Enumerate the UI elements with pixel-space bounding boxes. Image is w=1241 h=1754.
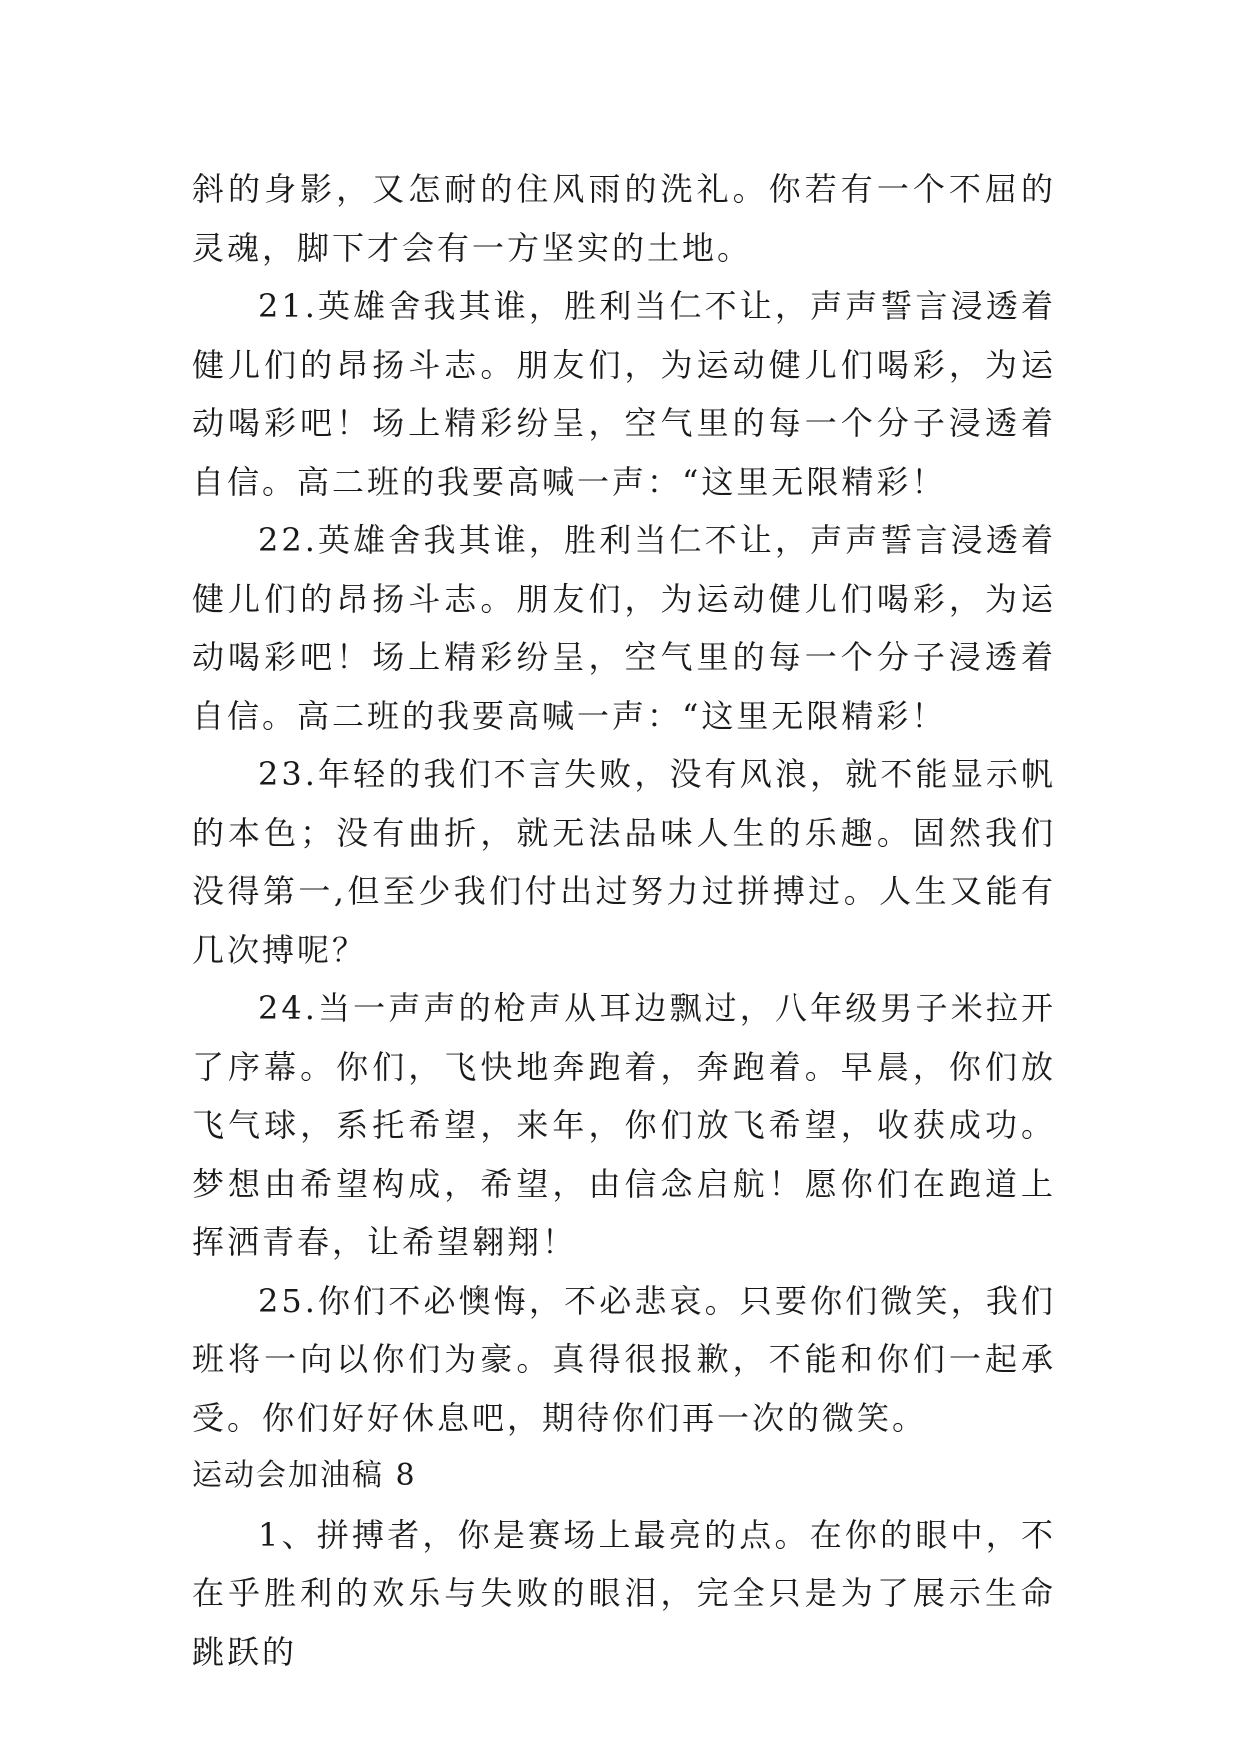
paragraph-item-24: 24.当一声声的枪声从耳边飘过，八年级男子米拉开了序幕。你们，飞快地奔跑着，奔跑着。早晨，你们放飞气球，系托希望，来年，你们放飞希望，收获成功。梦想由希望构成，希望，由信念启航！愿你们在跑道上挥洒青春，让希望翱翔！ — [192, 989, 1056, 1261]
paragraph-item-25: 25.你们不必懊悔，不必悲哀。只要你们微笑，我们班将一向以你们为豪。真得很报歉，不能和你们一起承受。你们好好休息吧，期待你们再一次的微笑。 — [192, 1281, 1056, 1437]
paragraph-section-item-1: 1、拼搏者，你是赛场上最亮的点。在你的眼中，不在乎胜利的欢乐与失败的眼泪，完全只是为了展示生命跳跃的 — [192, 1515, 1056, 1671]
document-body — [192, 160, 1056, 1681]
paragraph-item-21: 21.英雄舍我其谁，胜利当仁不让，声声誓言浸透着健儿们的昂扬斗志。朋友们，为运动健儿们喝彩，为运动喝彩吧！场上精彩纷呈，空气里的每一个分子浸透着自信。高二班的我要高喊一声：“这里无限精彩！ — [192, 287, 1056, 501]
section-heading: 运动会加油稿 8 — [192, 1458, 417, 1493]
paragraph-item-22: 22.英雄舍我其谁，胜利当仁不让，声声誓言浸透着健儿们的昂扬斗志。朋友们，为运动健儿们喝彩，为运动喝彩吧！场上精彩纷呈，空气里的每一个分子浸透着自信。高二班的我要高喊一声：“这里无限精彩！ — [192, 521, 1056, 735]
paragraph-item-23: 23.年轻的我们不言失败，没有风浪，就不能显示帆的本色；没有曲折，就无法品味人生的乐趣。固然我们没得第一,但至少我们付出过努力过拼搏过。人生又能有几次搏呢？ — [192, 755, 1056, 969]
paragraph-continuation: 斜的身影，又怎耐的住风雨的洗礼。你若有一个不屈的灵魂，脚下才会有一方坚实的土地。 — [192, 170, 1056, 267]
